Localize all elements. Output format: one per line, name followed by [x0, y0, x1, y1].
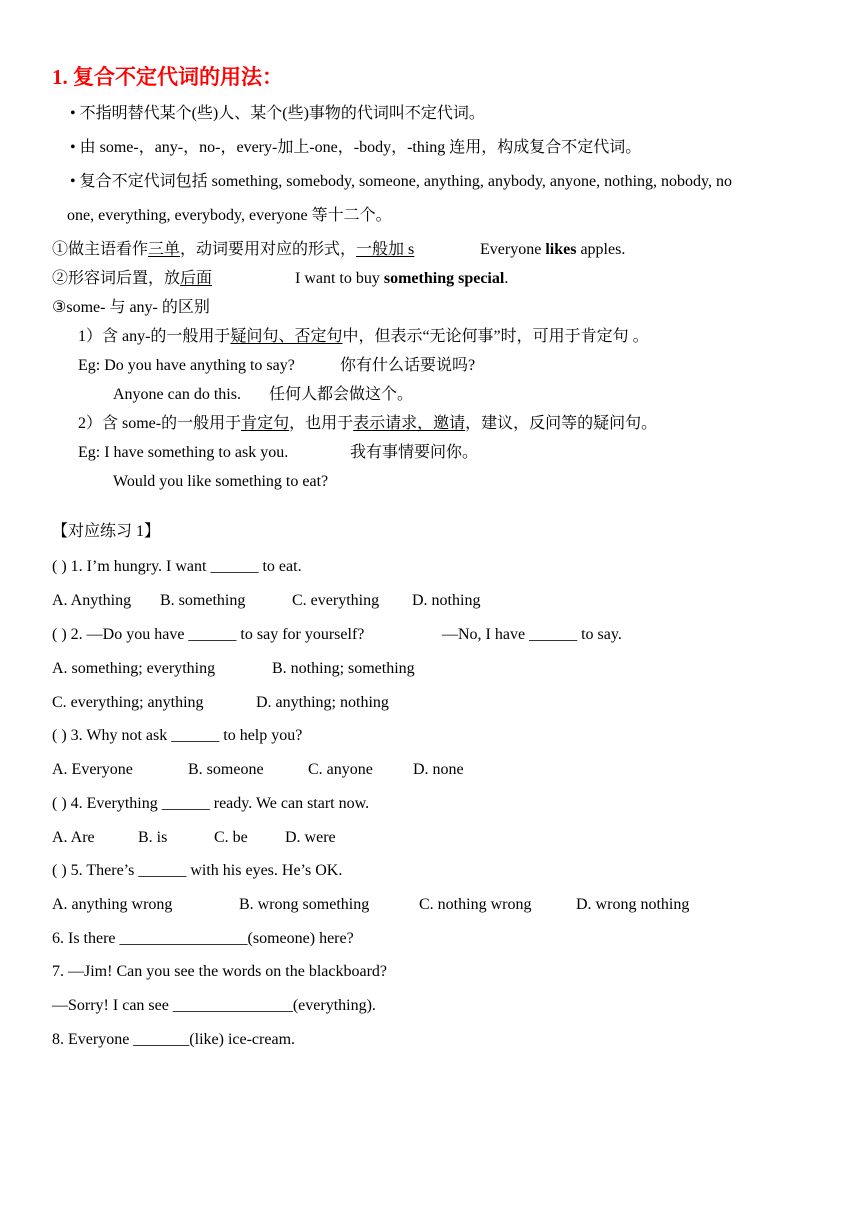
question-7-line2: —Sorry! I can see _______________(everything).	[52, 997, 376, 1014]
question-1-option-b: B. something	[160, 592, 246, 609]
rule-3: ③some- 与 any- 的区别	[52, 299, 210, 316]
rule-2-example-bold: something special	[383, 270, 505, 287]
question-4: ( ) 4. Everything ______ ready. We can start now.	[52, 795, 370, 812]
example-3-en: Eg: I have something to ask you.	[78, 444, 289, 461]
question-3-option-d: D. none	[413, 761, 464, 778]
rule-2-underline: 后面	[180, 270, 213, 287]
rule-3-sub-1	[78, 327, 649, 347]
rule-3-sub-2	[78, 414, 657, 434]
rule-3-sub-1-underline: 疑问句、否定句	[230, 328, 343, 345]
question-8: 8. Everyone _______(like) ice-cream.	[52, 1031, 296, 1048]
bullet-list-line2: one, everything, everybody, everyone 等十二个。	[67, 207, 392, 224]
rule-3-sub-2-underline-a: 肯定句	[241, 415, 290, 432]
rule-2-prefix: ②形容词后置，放	[52, 270, 181, 287]
rule-3-sub-1-suffix: 中，但表示“无论何事”时，可用于肯定句 。	[342, 328, 649, 345]
question-2-response: —No, I have ______ to say.	[442, 626, 622, 643]
question-2-option-a: A. something; everything	[52, 660, 216, 677]
question-3: ( ) 3. Why not ask ______ to help you?	[52, 727, 303, 744]
example-1-zh: 你有什么话要说吗?	[340, 357, 476, 374]
question-1-option-c: C. everything	[292, 592, 380, 609]
rule-1-underline-b: 一般加 s	[356, 241, 415, 258]
rule-1-mid: ，动词要用对应的形式，	[180, 241, 357, 258]
question-1: ( ) 1. I’m hungry. I want ______ to eat.	[52, 558, 302, 575]
example-2-en: Anyone can do this.	[113, 386, 241, 403]
bullet-formation: • 由 some-，any-，no-，every-加上-one，-body，-thing 连用，构成复合不定代词。	[70, 139, 642, 156]
question-1-option-d: D. nothing	[412, 592, 481, 609]
question-5-option-d: D. wrong nothing	[576, 896, 690, 913]
rule-2-example-pre: I want to buy	[295, 270, 384, 287]
question-7-line1: 7. —Jim! Can you see the words on the blackboard?	[52, 963, 388, 980]
question-5-option-c: C. nothing wrong	[419, 896, 532, 913]
example-1-en: Eg: Do you have anything to say?	[78, 357, 295, 374]
question-4-option-c: C. be	[214, 829, 248, 846]
question-3-option-c: C. anyone	[308, 761, 373, 778]
rule-2-example	[295, 269, 508, 289]
exercise-heading: 【对应练习 1】	[52, 523, 161, 540]
question-1-option-a: A. Anything	[52, 592, 132, 609]
rule-1-example	[480, 240, 625, 260]
rule-1	[52, 240, 414, 260]
rule-2	[52, 269, 212, 289]
question-4-option-b: B. is	[138, 829, 168, 846]
question-4-option-a: A. Are	[52, 829, 95, 846]
example-3-zh: 我有事情要问你。	[350, 444, 479, 461]
rule-1-example-pre: Everyone	[480, 241, 546, 258]
rule-3-sub-1-prefix: 1）含 any-的一般用于	[78, 328, 231, 345]
rule-1-underline-a: 三单	[148, 241, 181, 258]
section-title: 1. 复合不定代词的用法：	[52, 65, 283, 89]
question-4-option-d: D. were	[285, 829, 336, 846]
question-2-option-c: C. everything; anything	[52, 694, 204, 711]
question-2-option-d: D. anything; nothing	[256, 694, 389, 711]
rule-1-prefix: ①做主语看作	[52, 241, 149, 258]
bullet-definition: • 不指明替代某个(些)人、某个(些)事物的代词叫不定代词。	[70, 105, 485, 122]
question-6: 6. Is there ________________(someone) here?	[52, 930, 354, 947]
question-5-option-b: B. wrong something	[239, 896, 370, 913]
rule-3-sub-2-mid: ，也用于	[289, 415, 354, 432]
question-2-option-b: B. nothing; something	[272, 660, 415, 677]
rule-3-sub-2-suffix: ，建议，反问等的疑问句。	[465, 415, 658, 432]
example-2-zh: 任何人都会做这个。	[269, 386, 414, 403]
rule-3-sub-2-prefix: 2）含 some-的一般用于	[78, 415, 242, 432]
question-3-option-a: A. Everyone	[52, 761, 133, 778]
rule-2-example-post: .	[504, 270, 509, 287]
rule-1-example-bold: likes	[545, 241, 577, 258]
question-2: ( ) 2. —Do you have ______ to say for yourself?	[52, 626, 365, 643]
question-3-option-b: B. someone	[188, 761, 264, 778]
rule-1-example-post: apples.	[576, 241, 626, 258]
question-5: ( ) 5. There’s ______ with his eyes. He’s OK.	[52, 862, 343, 879]
rule-3-sub-2-underline-b: 表示请求，邀请	[353, 415, 466, 432]
example-4-en: Would you like something to eat?	[113, 473, 329, 490]
question-5-option-a: A. anything wrong	[52, 896, 173, 913]
bullet-list-line1: • 复合不定代词包括 something, somebody, someone, anything, anybody, anyone, nothing, nobody, no	[70, 173, 732, 190]
